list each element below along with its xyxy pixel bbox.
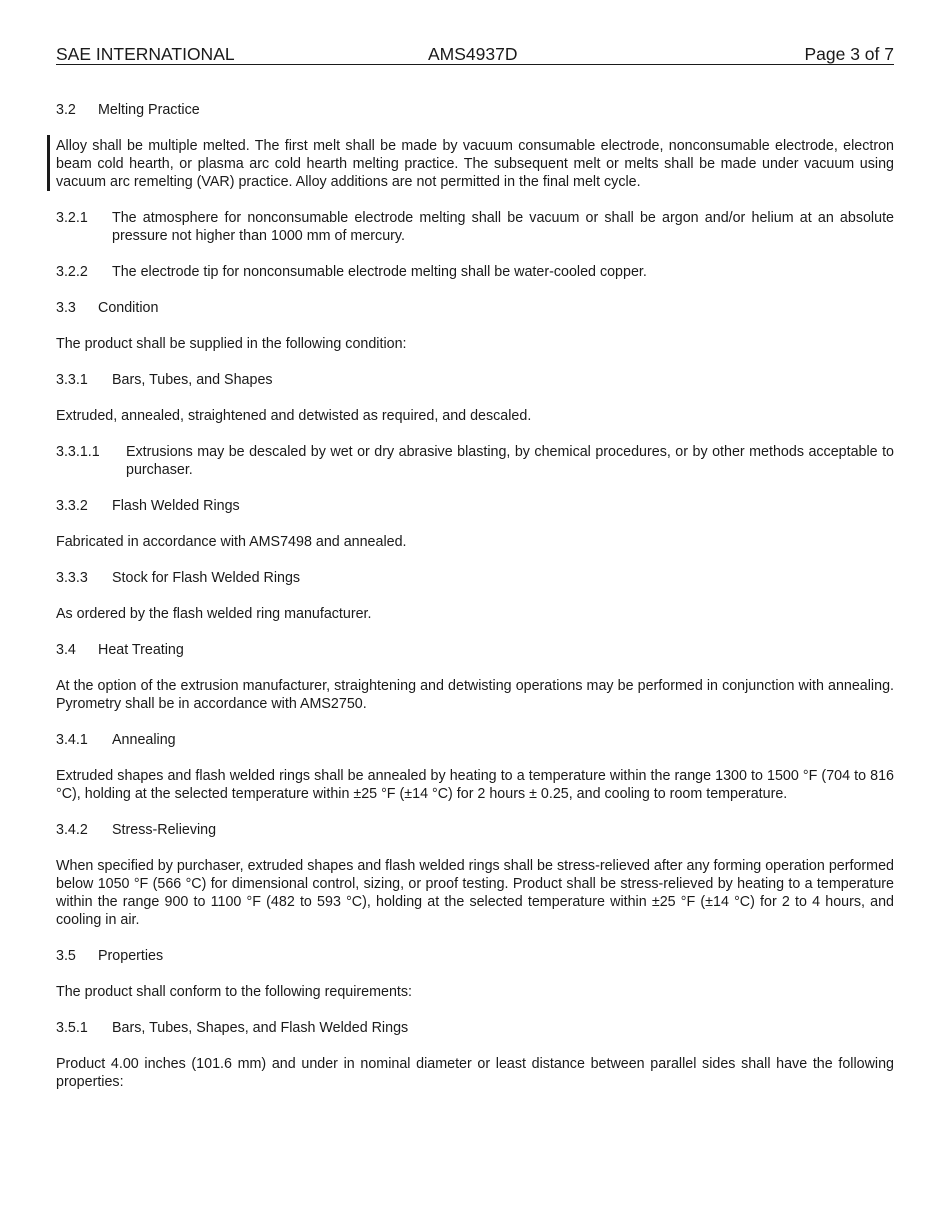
clause-3-2-1 [56, 209, 894, 245]
section-number: 3.5 [56, 948, 76, 964]
header-page-number: Page 3 of 7 [804, 44, 894, 64]
clause-text: The atmosphere for nonconsumable electrode melting shall be vacuum or shall be argon and/or helium at an absolute pressure not higher than 1000 mm of mercury. [112, 210, 894, 244]
paragraph-annealing: Extruded shapes and flash welded rings shall be annealed by heating to a temperature within the range 1300 to 1500 °F (704 to 816 °C), holding at the selected temperature within ±25 °F (±14 °C) for 2 hours ± 0.25, and cooling to room temperature. [56, 768, 894, 802]
clause-number: 3.3.1.1 [56, 444, 100, 460]
section-title: Heat Treating [98, 642, 184, 658]
section-heading-3-5-1 [56, 1019, 894, 1037]
section-number: 3.3.3 [56, 570, 88, 586]
paragraph-properties: The product shall conform to the following requirements: [56, 984, 413, 1000]
section-heading-3-2 [56, 101, 894, 119]
section-heading-3-3 [56, 299, 894, 317]
section-title: Stress-Relieving [112, 822, 217, 838]
clause-text: Extrusions may be descaled by wet or dry abrasive blasting, by chemical procedures, or by other methods acceptable to purchaser. [126, 444, 894, 478]
section-number: 3.2 [56, 102, 76, 118]
section-heading-3-3-1 [56, 371, 894, 389]
document-body [56, 101, 894, 1109]
section-number: 3.4.1 [56, 732, 88, 748]
paragraph-stock-for-rings: As ordered by the flash welded ring manufacturer. [56, 606, 372, 622]
section-number: 3.4.2 [56, 822, 88, 838]
paragraph-bars-tubes-shapes: Extruded, annealed, straightened and detwisted as required, and descaled. [56, 408, 532, 424]
header-organization: SAE INTERNATIONAL [56, 44, 235, 64]
page-header [56, 44, 894, 65]
section-heading-3-4 [56, 641, 894, 659]
section-heading-3-3-3 [56, 569, 894, 587]
section-title: Stock for Flash Welded Rings [112, 570, 301, 586]
section-title: Flash Welded Rings [112, 498, 240, 514]
section-heading-3-4-1 [56, 731, 894, 749]
paragraph-product-properties: Product 4.00 inches (101.6 mm) and under in nominal diameter or least distance between parallel sides shall have the following properties: [56, 1056, 894, 1090]
section-title: Bars, Tubes, and Shapes [112, 372, 273, 388]
section-title: Annealing [112, 732, 176, 748]
section-number: 3.3 [56, 300, 76, 316]
section-title: Melting Practice [98, 102, 200, 118]
clause-text: The electrode tip for nonconsumable electrode melting shall be water-cooled copper. [112, 264, 647, 280]
clause-number: 3.2.1 [56, 210, 88, 226]
paragraph-melting-practice [56, 137, 894, 191]
clause-3-2-2 [56, 263, 894, 281]
section-title: Bars, Tubes, Shapes, and Flash Welded Rings [112, 1020, 409, 1036]
section-heading-3-3-2 [56, 497, 894, 515]
section-heading-3-4-2 [56, 821, 894, 839]
revision-bar [47, 135, 50, 191]
header-document-id: AMS4937D [428, 44, 518, 64]
paragraph-text: Alloy shall be multiple melted. The first melt shall be made by vacuum consumable electrode, nonconsumable electrode, electron beam cold hearth, or plasma arc cold hearth melting practice. The subsequent melt or melts shall be made under vacuum using vacuum arc remelting (VAR) practice. Alloy additions are not permitted in the final melt cycle. [56, 138, 894, 190]
section-number: 3.3.1 [56, 372, 88, 388]
paragraph-heat-treating: At the option of the extrusion manufacturer, straightening and detwisting operations may be performed in conjunction with annealing. Pyrometry shall be in accordance with AMS2750. [56, 678, 894, 712]
paragraph-condition: The product shall be supplied in the following condition: [56, 336, 407, 352]
section-title: Properties [98, 948, 164, 964]
section-number: 3.5.1 [56, 1020, 88, 1036]
paragraph-flash-welded-rings: Fabricated in accordance with AMS7498 and annealed. [56, 534, 407, 550]
section-number: 3.4 [56, 642, 76, 658]
paragraph-stress-relieving: When specified by purchaser, extruded shapes and flash welded rings shall be stress-relieved after any forming operation performed below 1050 °F (566 °C) for dimensional control, sizing, or proof testing. Product shall be stress-relieved by heating to a temperature within the range 900 to 1100 °F (482 to 593 °C), holding at the selected temperature within ±25 °F (±14 °C) for 2 to 4 hours, and cooling in air. [56, 858, 894, 928]
section-heading-3-5 [56, 947, 894, 965]
clause-number: 3.2.2 [56, 264, 88, 280]
clause-3-3-1-1 [56, 443, 894, 479]
section-title: Condition [98, 300, 159, 316]
section-number: 3.3.2 [56, 498, 88, 514]
